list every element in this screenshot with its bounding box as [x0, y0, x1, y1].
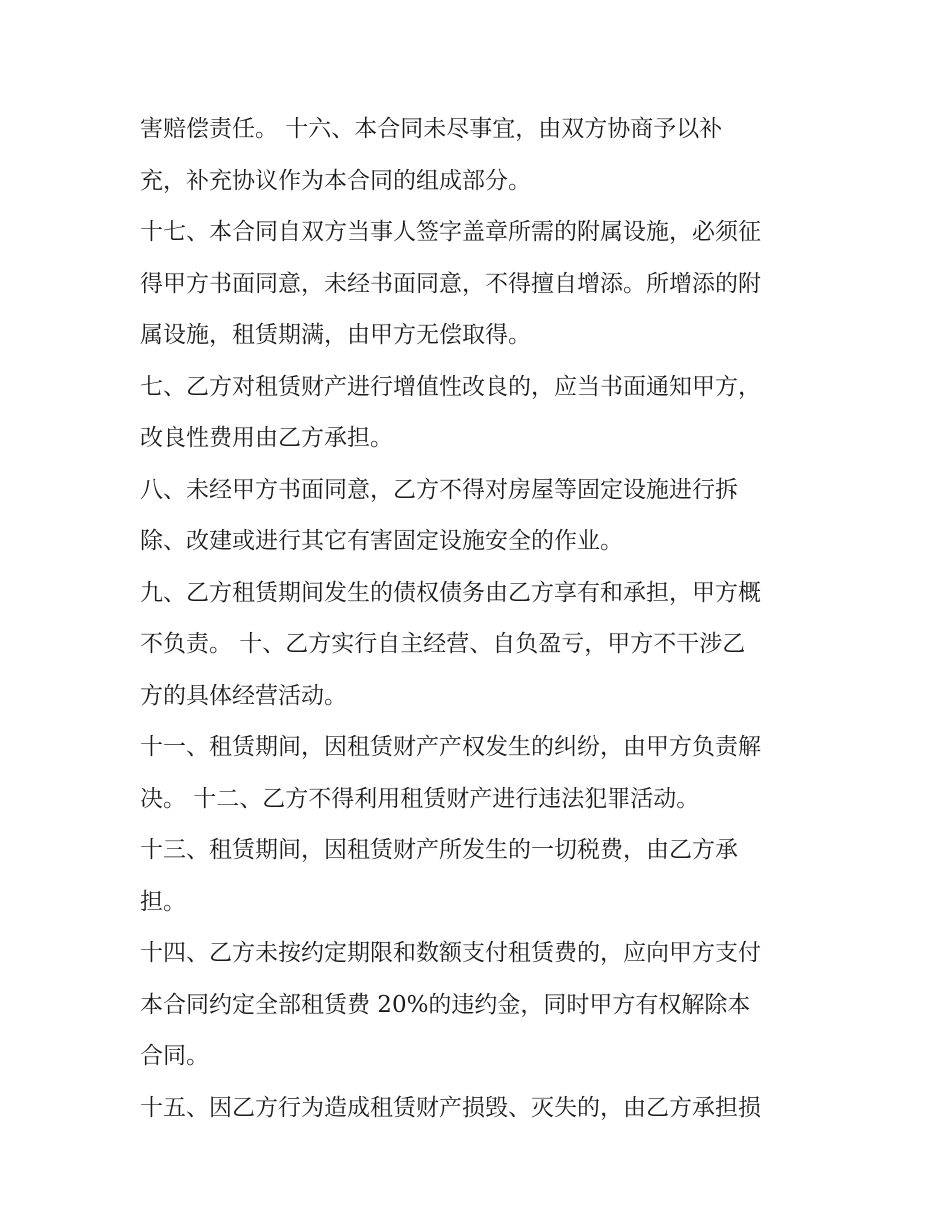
text-line: 十一、租赁期间，因租赁财产产权发生的纠纷，由甲方负责解: [140, 734, 761, 760]
text-line: 合同。: [140, 1043, 209, 1069]
text-line: 方的具体经营活动。: [140, 682, 347, 709]
text-line: 担。: [140, 888, 186, 915]
text-line: 九、乙方租赁期间发生的债权债务由乙方享有和承担，甲方概: [140, 579, 761, 606]
text-line: 决。 十二、乙方不得利用租赁财产进行违法犯罪活动。: [140, 785, 700, 812]
text-line: 得甲方书面同意，未经书面同意，不得擅自增添。所增添的附: [140, 270, 761, 297]
text-line: 属设施，租赁期满，由甲方无偿取得。: [140, 322, 531, 348]
text-line: 八、未经甲方书面同意，乙方不得对房屋等固定设施进行拆: [140, 476, 738, 503]
contract-text: [140, 104, 830, 1134]
text-line: 本合同约定全部租赁费 20%的违约金，同时甲方有权解除本: [140, 991, 751, 1018]
text-line: 改良性费用由乙方承担。: [140, 425, 393, 451]
text-line: 充，补充协议作为本合同的组成部分。: [140, 167, 531, 194]
text-line: 十四、乙方未按约定期限和数额支付租赁费的，应向甲方支付: [140, 940, 761, 966]
text-line: 十七、本合同自双方当事人签字盖章所需的附属设施，必须征: [140, 219, 761, 245]
text-line: 十三、租赁期间，因租赁财产所发生的一切税费，由乙方承: [140, 837, 738, 863]
text-line: 十五、因乙方行为造成租赁财产损毁、灭失的，由乙方承担损: [140, 1094, 761, 1121]
text-line: 害赔偿责任。 十六、本合同未尽事宜，由双方协商予以补: [140, 116, 723, 142]
text-line: 除、改建或进行其它有害固定设施安全的作业。: [140, 528, 623, 554]
text-line: 七、乙方对租赁财产进行增值性改良的，应当书面通知甲方，: [140, 373, 761, 400]
text-line: 不负责。 十、乙方实行自主经营、自负盈亏，甲方不干涉乙: [140, 631, 746, 657]
